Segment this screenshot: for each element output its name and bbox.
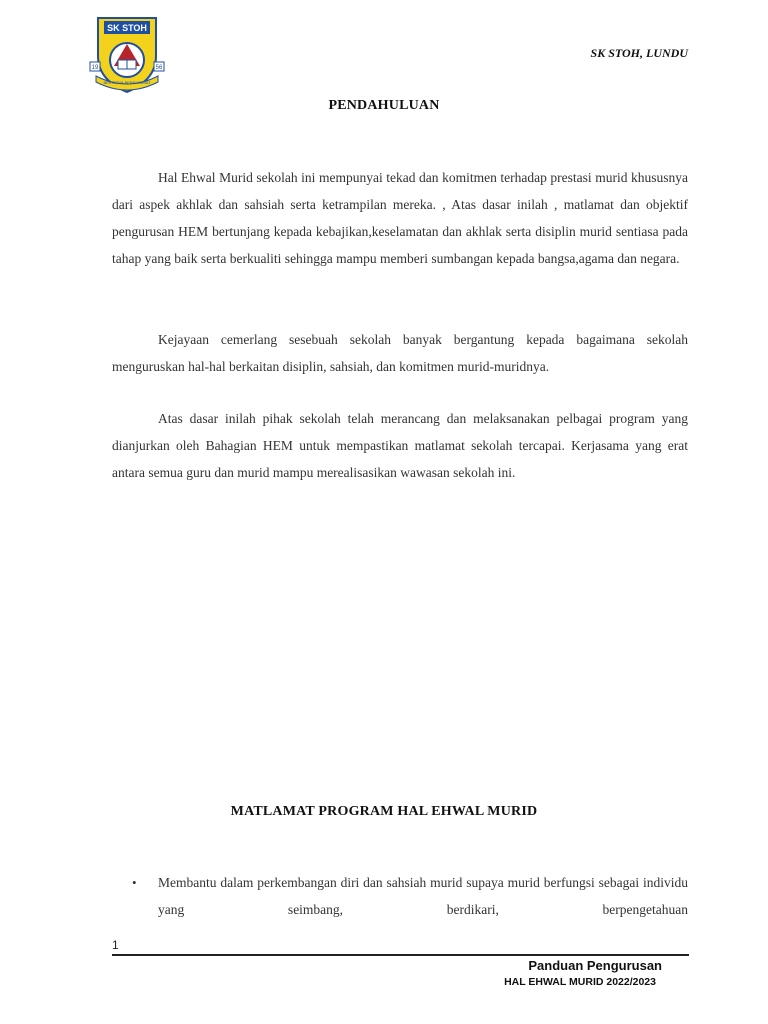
list-item: [112, 869, 688, 923]
intro-paragraph-2: Kejayaan cemerlang sesebuah sekolah banyak bergantung kepada bagaimana sekolah menguruskan hal-hal berkaitan disiplin, sahsiah, dan komitmen murid-muridnya.: [112, 332, 688, 374]
logo-text: SK STOH: [107, 23, 147, 33]
goals-title: MATLAMAT PROGRAM HAL EHWAL MURID: [230, 804, 538, 819]
logo-year-right: 56: [155, 65, 163, 71]
intro-title: PENDAHULUAN: [328, 98, 440, 113]
page-number: 1: [112, 938, 119, 952]
logo-motto: BERSEDIA BERKHIDMAT: [103, 80, 151, 85]
school-logo: [88, 16, 166, 94]
school-name-header: SK STOH, LUNDU: [590, 46, 688, 60]
intro-paragraph-3: Atas dasar inilah pihak sekolah telah merancang dan melaksanakan pelbagai program yang dianjurkan oleh Bahagian HEM untuk mempastikan matlamat sekolah tercapai. Kerjasama yang erat antara semua guru dan murid mampu merealisasikan wawasan sekolah ini.: [112, 411, 688, 480]
goals-list: [112, 869, 688, 923]
goal-text: Membantu dalam perkembangan diri dan sahsiah murid supaya murid berfungsi sebagai individu yang seimbang, berdikari, berpengetahuan: [158, 875, 688, 917]
footer-title: Panduan Pengurusan: [528, 958, 662, 973]
bullet-icon: •: [132, 875, 137, 890]
footer-subtitle: HAL EHWAL MURID 2022/2023: [504, 976, 656, 988]
intro-paragraph-1: Hal Ehwal Murid sekolah ini mempunyai tekad dan komitmen terhadap prestasi murid khususnya dari aspek akhlak dan sahsiah serta ketrampilan mereka. , Atas dasar inilah , matlamat dan objektif pengurusan HEM bertunjang kepada kebajikan,keselamatan dan akhlak serta disiplin murid sentiasa pada tahap yang baik serta berkualiti sehingga mampu memberi sumbangan kepada bangsa,agama dan negara.: [112, 170, 688, 266]
footer-divider: [112, 954, 689, 956]
logo-year-left: 19: [91, 65, 99, 71]
